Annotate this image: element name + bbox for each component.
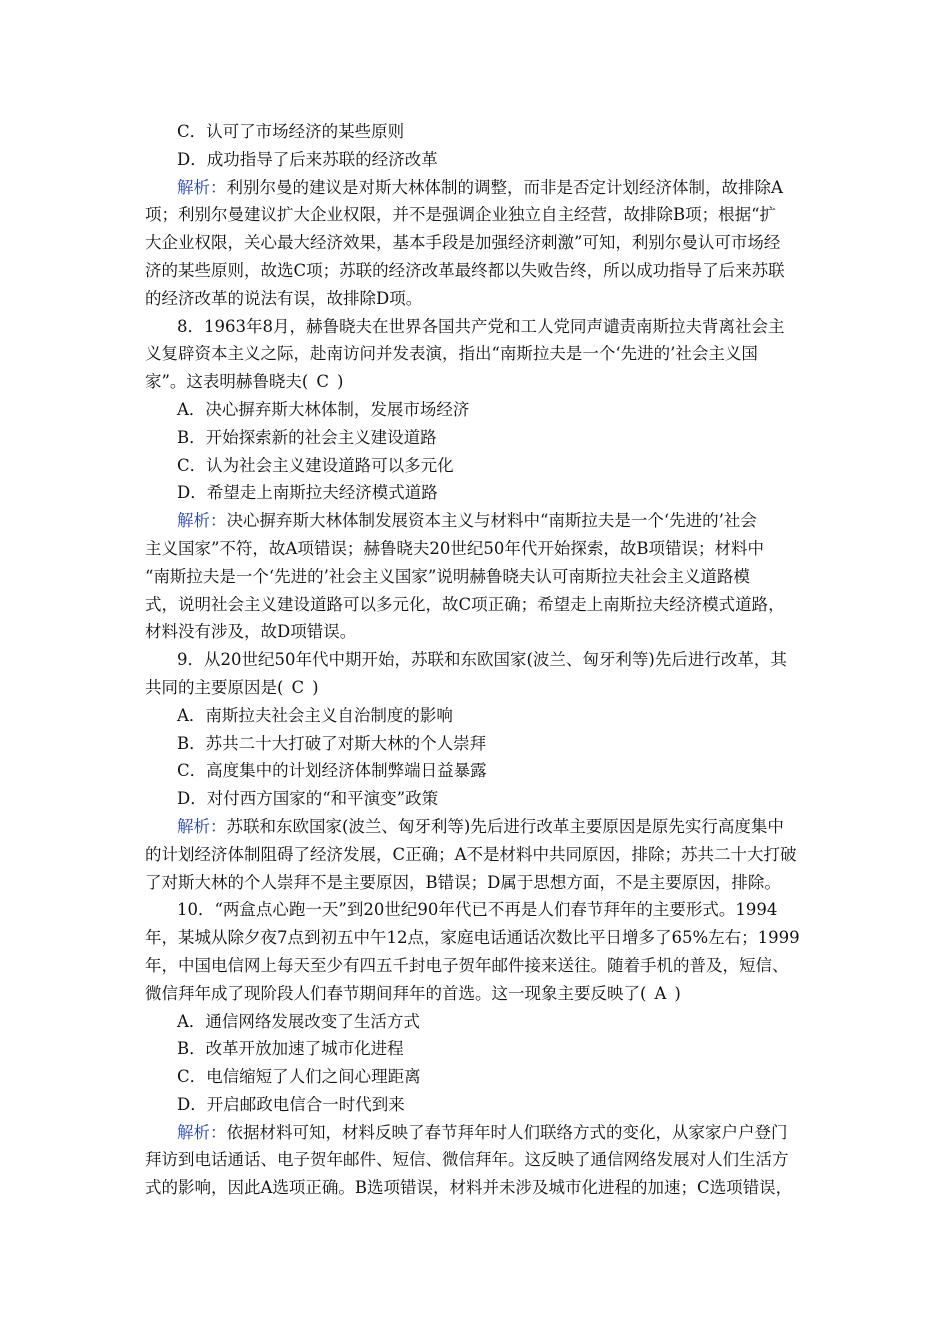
q8-option-d: D．希望走上南斯拉夫经济模式道路	[177, 483, 438, 503]
q10-answer: A	[654, 983, 667, 1003]
q10-stem-line-1: 10．“两盒点心跑一天”到20世纪90年代已不再是人们春节拜年的主要形式。1994	[177, 900, 778, 920]
q10-option-b: B．改革开放加速了城市化进程	[177, 1039, 404, 1059]
q8-stem-line-2: 义复辟资本主义之际，赴南访问并发表演，指出“南斯拉夫是一个‘先进的’社会主义国	[145, 344, 758, 364]
q9-stem-line-2: 共同的主要原因是( C )	[145, 674, 811, 702]
q8-analysis-line-3: “南斯拉夫是一个‘先进的’社会主义国家”说明赫鲁晓夫认可南斯拉夫社会主义道路模	[145, 566, 750, 586]
q7-option-c: C．认可了市场经济的某些原则	[177, 122, 405, 141]
q8-option-b: B．开始探索新的社会主义建设道路	[177, 427, 437, 447]
q9-option-a: A．南斯拉夫社会主义自治制度的影响	[177, 705, 453, 725]
q9-option-d: D．对付西方国家的“和平演变”政策	[177, 789, 439, 809]
q8-option-a: A．决心摒弃斯大林体制，发展市场经济	[177, 399, 470, 419]
q9-analysis-line-2: 的计划经济体制阻碍了经济发展，C正确；A不是材料中共同原因，排除；苏共二十大打破	[145, 844, 797, 864]
q9-analysis-line-3: 了对斯大林的个人崇拜不是主要原因，B错误；D属于思想方面，不是主要原因，排除。	[145, 872, 781, 892]
analysis-label: 解析：	[177, 816, 227, 836]
q10-option-d: D．开启邮政电信合一时代到来	[177, 1094, 405, 1114]
q10-analysis-line-1: 解析：依据材料可知，材料反映了春节拜年时人们联络方式的变化，从家家户户登门	[177, 1122, 788, 1142]
q10-analysis-line-2: 拜访到电话通话、电子贺年邮件、短信、微信拜年。这反映了通信网络发展对人们生活方	[145, 1150, 789, 1170]
q8-analysis-line-4: 式，说明社会主义建设道路可以多元化，故C项正确；希望走上南斯拉夫经济模式道路，	[145, 594, 785, 614]
q8-analysis-line-5: 材料没有涉及，故D项错误。	[145, 622, 357, 642]
q10-option-c: C．电信缩短了人们之间心理距离	[177, 1067, 421, 1087]
q8-analysis-line-2: 主义国家”不符，故A项错误；赫鲁晓夫20世纪50年代开始探索，故B项错误；材料中	[145, 538, 764, 558]
q8-answer: C	[316, 372, 329, 392]
q8-option-c: C．认为社会主义建设道路可以多元化	[177, 455, 454, 475]
analysis-label: 解析：	[177, 511, 227, 531]
q7-analysis-line-4: 济的某些原则，故选C项；苏联的经济改革最终都以失败告终，所以成功指导了后来苏联	[145, 260, 785, 280]
q8-analysis-line-1: 解析：决心摒弃斯大林体制发展资本主义与材料中“南斯拉夫是一个‘先进的’社会	[177, 511, 757, 531]
analysis-label: 解析：	[177, 1122, 227, 1142]
q8-stem-line-3: 家”。这表明赫鲁晓夫( C )	[145, 368, 811, 396]
q7-option-d: D．成功指导了后来苏联的经济改革	[177, 149, 438, 169]
q9-answer: C	[291, 677, 305, 697]
analysis-label: 解析：	[177, 177, 227, 197]
q10-analysis-line-3: 式的影响，因此A选项正确。B选项错误，材料并未涉及城市化进程的加速；C选项错误，	[145, 1178, 793, 1198]
q9-option-b: B．苏共二十大打破了对斯大林的个人崇拜	[177, 733, 487, 753]
q10-stem-line-2: 年，某城从除夕夜7点到初五中午12点，家庭电话通话次数比平日增多了65%左右；1999	[145, 928, 800, 948]
q7-analysis-line-5: 的经济改革的说法有误，故排除D项。	[145, 288, 423, 308]
q8-stem-line-1: 8．1963年8月，赫鲁晓夫在世界各国共产党和工人党同声谴责南斯拉夫背离社会主	[177, 316, 785, 336]
q9-stem-line-1: 9．从20世纪50年代中期开始，苏联和东欧国家(波兰、匈牙利等)先后进行改革，其	[177, 650, 787, 670]
q10-stem-line-4: 微信拜年成了现阶段人们春节期间拜年的首选。这一现象主要反映了( A )	[145, 980, 811, 1008]
q10-stem-line-3: 年，中国电信网上每天至少有四五千封电子贺年邮件接来送往。随着手机的普及，短信、	[145, 955, 789, 975]
q9-option-c: C．高度集中的计划经济体制弊端日益暴露	[177, 761, 487, 781]
q7-analysis-line-3: 大企业权限，关心最大经济效果，基本手段是加强经济刺激”可知，利别尔曼认可市场经	[145, 233, 781, 253]
document-page	[145, 118, 811, 1202]
q7-analysis-line-2: 项；利别尔曼建议扩大企业权限，并不是强调企业独立自主经营，故排除B项；根据“扩	[145, 205, 777, 225]
q10-option-a: A．通信网络发展改变了生活方式	[177, 1011, 420, 1031]
q9-analysis-line-1: 解析：苏联和东欧国家(波兰、匈牙利等)先后进行改革主要原因是原先实行高度集中	[177, 816, 784, 836]
q7-analysis-line-1: 解析：利别尔曼的建议是对斯大林体制的调整，而非是否定计划经济体制，故排除A	[177, 177, 783, 197]
